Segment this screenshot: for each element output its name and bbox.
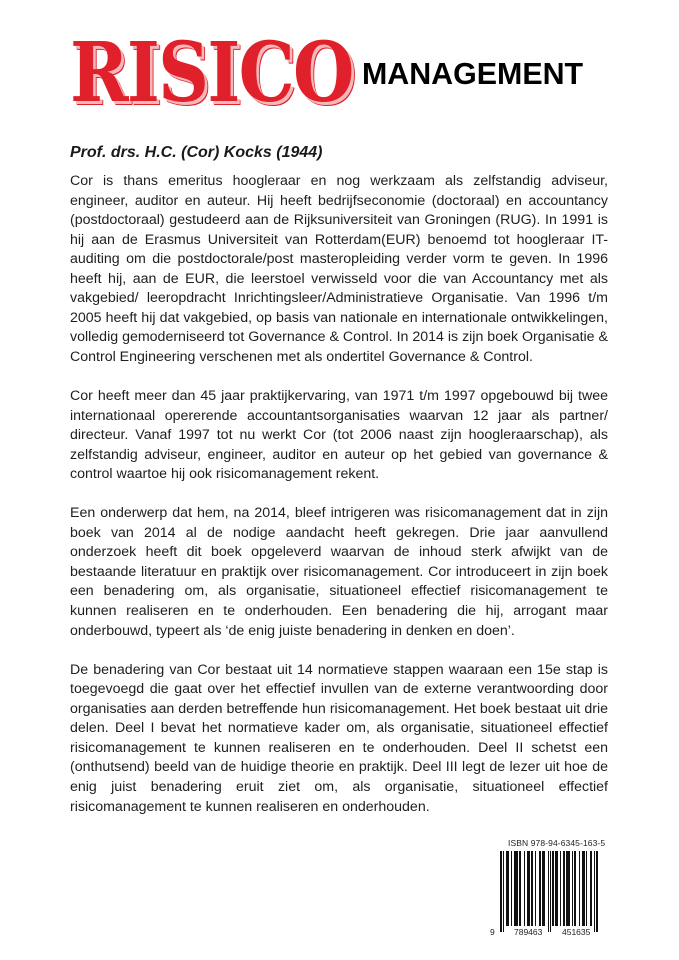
barcode-digits-left: 789463 bbox=[514, 927, 543, 937]
isbn-label: ISBN 978-94-6345-163-5 bbox=[508, 838, 606, 848]
paragraph-biography: Cor is thans emeritus hoogleraar en nog werkzaam als zelfstandig adviseur, engineer, auditor en auteur. Hij heeft bedrijfseconomie (doctoraal) en accountancy (postdoctoraal) gestudeerd aan de Rijksuniversiteit van Groningen (RUG). In 1991 is hij aan de Erasmus Universiteit van Rotterdam(EUR) benoemd tot hoogleraar IT-auditing om die postdoctorale/post masteropleiding verder vorm te geven. In 1996 heeft hij, aan de EUR, die leerstoel verwisseld voor die van Accountancy met als vakgebied/ leeropdracht Inrichtingsleer/Administratieve Organisatie. Van 1996 t/m 2005 heeft hij dat vakgebied, op basis van nationale en internationale ontwikkelingen, volledig gemoderniseerd tot Governance & Control. In 2014 is zijn boek Organisatie & Control Engineering verschenen met als ondertitel Governance & Control. bbox=[70, 173, 608, 365]
paragraph-book-structure: De benadering van Cor bestaat uit 14 normatieve stappen waaraan een 15e stap is toegevoegd die gaat over het effectief invullen van de externe verantwoording door organisaties aan derden betreffende hun risicomanagement. Het boek bestaat uit drie delen. Deel I bevat het normatieve kader om, als organisatie, situationeel effectief risicomanagement te kunnen realiseren en te onderhouden. Deel II schetst een (onthutsend) beeld van de huidige theorie en praktijk. Deel III legt de lezer uit hoe de enig juist benadering eruit ziet om, als organisatie, situationeel effectief risicomanagement te kunnen realiseren en onderhouden. bbox=[70, 661, 608, 815]
author-name: Prof. drs. H.C. (Cor) Kocks (1944) bbox=[70, 144, 323, 161]
barcode-digits-right: 451635 bbox=[562, 927, 591, 937]
paragraph-book-intro: Een onderwerp dat hem, na 2014, bleef intrigeren was risicomanagement dat in zijn boek van 2014 al de nodige aandacht heeft gekregen. Drie jaar aanvullend onderzoek heeft dit boek opgeleverd waarvan de inhoud sterk afwijkt van de bestaande literatuur en praktijk over risicomanagement. Cor introduceert in zijn boek een benadering om, als organisatie, situationeel effectief risicomanagement te kunnen realiseren en te onderhouden. Een benadering die hij, arrogant maar onderbouwd, typeert als ‘de enig juiste benadering in denken en doen’. bbox=[70, 505, 608, 639]
isbn-barcode bbox=[490, 838, 620, 948]
paragraph-experience: Cor heeft meer dan 45 jaar praktijkervaring, van 1971 t/m 1997 opgebouwd bij twee internationaal opererende accountantsorganisaties waarvan 12 jaar als partner/ directeur. Vanaf 1997 tot nu werkt Cor (tot 2006 naast zijn hoogleraarschap), als zelfstandig adviseur, engineer, auditor en auteur op het gebied van governance & control waartoe hij ook risicomanagement rekent. bbox=[70, 388, 608, 483]
logo-risico: RISICO bbox=[70, 25, 353, 121]
barcode-bars bbox=[500, 851, 608, 931]
title-management: MANAGEMENT bbox=[362, 56, 584, 91]
back-cover-blurb bbox=[70, 172, 608, 837]
barcode-digit-lead: 9 bbox=[490, 927, 495, 937]
